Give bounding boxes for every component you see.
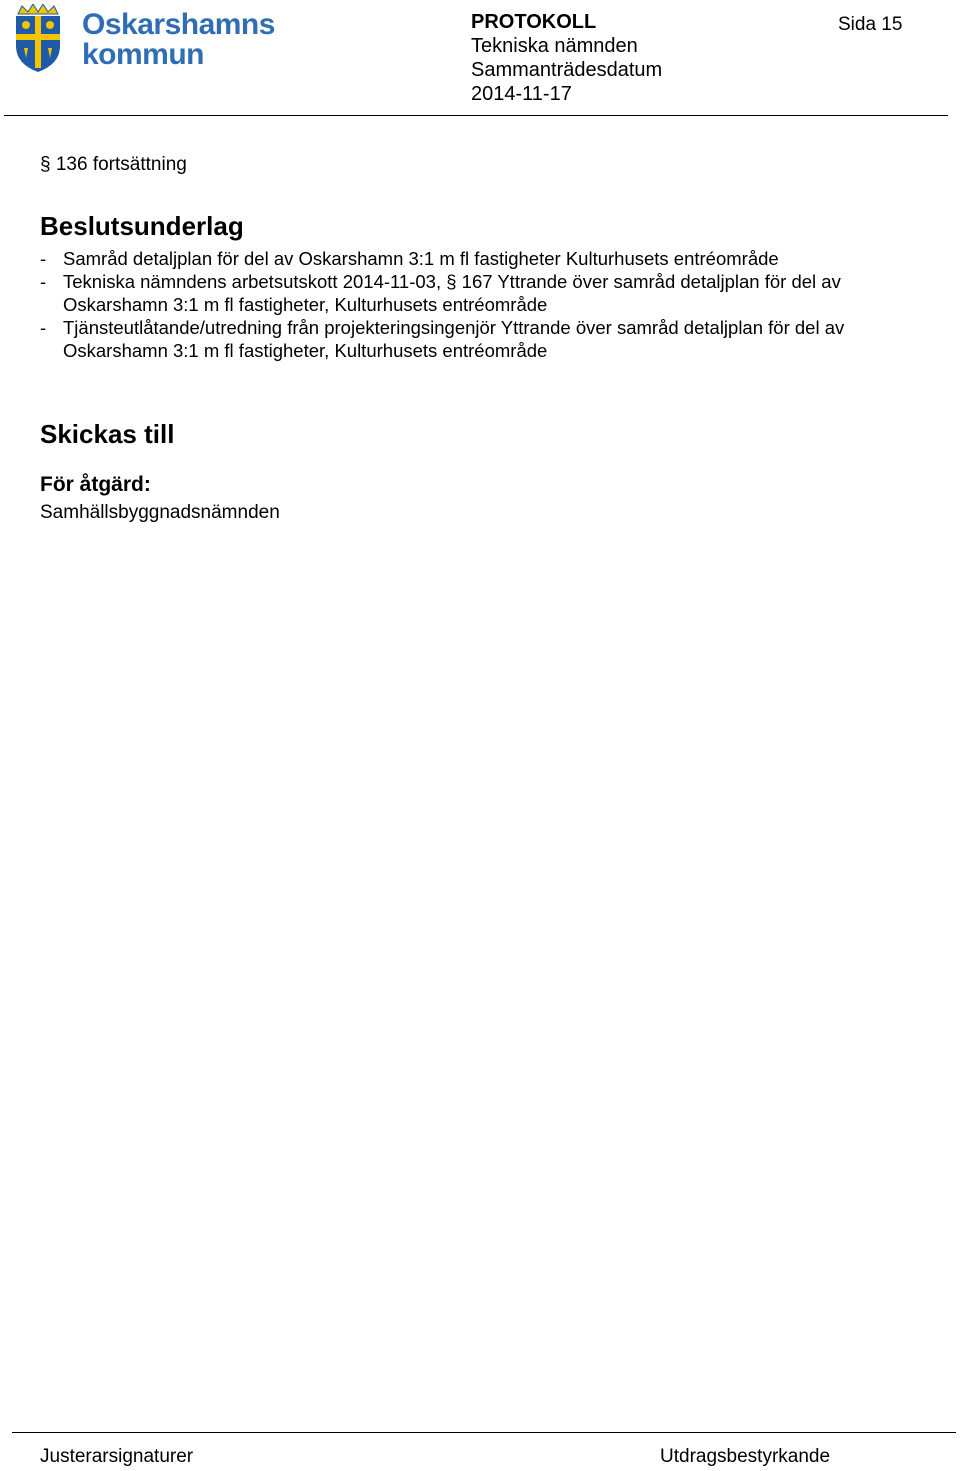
list-item-text: Tjänsteutlåtande/utredning från projekteringsingenjör Yttrande över samråd detaljplan för del av Oskarshamn 3:1 m fl fastigheter, Kulturhusets entréområde [63, 317, 845, 361]
list-item-text: Samråd detaljplan för del av Oskarshamn 3:1 m fl fastigheter Kulturhusets entréområde [63, 248, 779, 269]
beslutsunderlag-heading: Beslutsunderlag [40, 211, 244, 241]
list-item [40, 316, 940, 362]
header-divider [4, 115, 948, 116]
footer-certification: Utdragsbestyrkande [660, 1446, 831, 1467]
footer-divider [12, 1432, 956, 1433]
list-bullet: - [40, 317, 47, 338]
committee-name: Tekniska nämnden [471, 35, 638, 57]
list-item [40, 247, 940, 270]
list-bullet: - [40, 248, 47, 269]
meeting-date-label: Sammanträdesdatum [471, 59, 663, 81]
recipient: Samhällsbyggnadsnämnden [40, 502, 280, 523]
beslutsunderlag-list [40, 247, 940, 362]
list-item-text: Tekniska nämndens arbetsutskott 2014-11-03, § 167 Yttrande över samråd detaljplan för del av Oskarshamn 3:1 m fl fastigheter, Kulturhusets entréområde [63, 271, 841, 315]
logo-wordmark [82, 10, 275, 70]
document-type: PROTOKOLL [471, 11, 597, 33]
logo-line-1: Oskarshamns [82, 8, 275, 41]
page-number: Sida 15 [838, 14, 903, 35]
meeting-date: 2014-11-17 [471, 83, 572, 105]
document-header [471, 10, 662, 106]
skickas-till-heading: Skickas till [40, 419, 175, 449]
logo-line-2: kommun [82, 38, 205, 71]
action-label: För åtgärd: [40, 473, 151, 496]
list-item [40, 270, 940, 316]
list-bullet: - [40, 271, 47, 292]
coat-of-arms-icon [12, 4, 64, 74]
footer-signatures: Justerarsignaturer [40, 1446, 194, 1467]
section-reference: § 136 fortsättning [40, 154, 187, 175]
municipality-logo [12, 4, 275, 76]
